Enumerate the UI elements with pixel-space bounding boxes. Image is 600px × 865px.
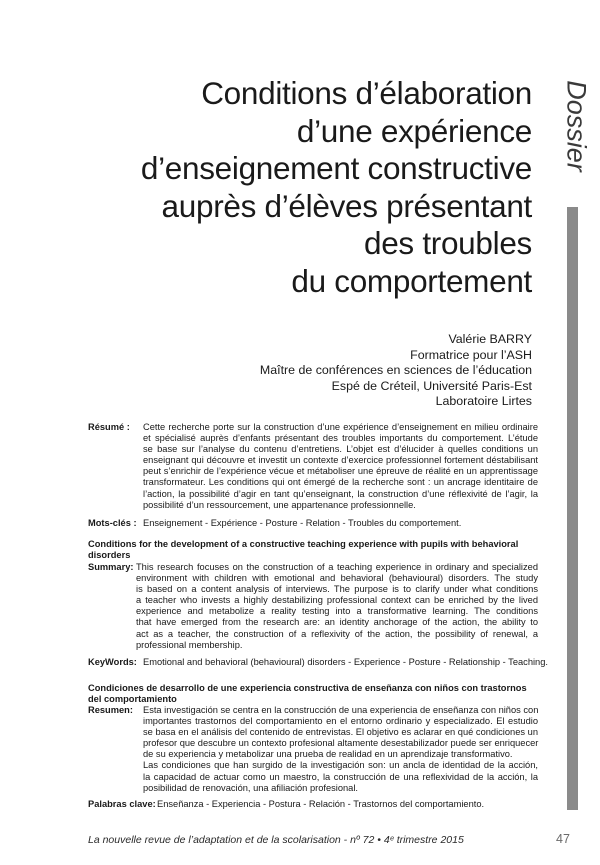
summary-text <box>136 562 538 651</box>
palabras-clave-text <box>157 799 542 810</box>
summary-line: environment with children with emotional and behavioral (behavioural) disorders. The study <box>136 573 538 584</box>
summary-line: This research focuses on the construction of a teaching experience in ordinary and specialized <box>136 562 538 572</box>
author-lab: Laboratoire Lirtes <box>435 394 532 409</box>
resume-line: et spécialisé auprès d’enfants présentant des troubles importants du comportement. L’étude <box>143 433 538 444</box>
resumen-line: la capacidad de actuar como un maestro, la construcción de una reflexividad de la acción, la <box>143 771 538 782</box>
mots-cles-label: Mots-clés : <box>88 518 137 528</box>
resume-label: Résumé : <box>88 422 130 432</box>
resumen-label: Resumen: <box>88 705 133 715</box>
resumen-line: Las condiciones que han surgido de la investigación son: un ancla de identidad de la acción, <box>143 760 538 771</box>
article-title <box>62 75 532 300</box>
keywords-text <box>143 657 548 668</box>
resumen-line: importantes trastornos del comportamiento en el entorno ordinario y especializado. El estudio <box>143 716 538 727</box>
resumen-line: Esta investigación se centra en la construcción de una experiencia de enseñanza con niños con <box>143 705 539 715</box>
english-title <box>88 539 518 561</box>
palabras-clave-value: Enseñanza - Experiencia - Postura - Relación - Trastornos del comportamiento. <box>157 799 485 809</box>
author-name: Valérie BARRY <box>448 332 532 346</box>
spanish-title <box>88 683 527 705</box>
summary-line: a teacher who invests a highly destabilizing professional context can be enriched by the lived <box>136 595 538 606</box>
title-line: des troubles <box>363 225 532 261</box>
resume-line: l’action, la possibilité d’agir en tant qu’enseignant, la construction d’une réflexivité de l’agir, la <box>143 488 538 499</box>
author-institution: Espé de Créteil, Université Paris-Est <box>331 378 532 393</box>
author-position: Maître de conférences en sciences de l’éducation <box>259 363 532 378</box>
english-title-line: Conditions for the development of a constructive teaching experience with pupils with behavioral <box>88 539 519 549</box>
resume-line: peut s’enrichir de l’expérience vécue et métaboliser une épreuve de réalité en un apprentissage <box>143 466 538 477</box>
spanish-title-line: del comportamiento <box>88 694 177 705</box>
summary-line: act as a teacher, the construction of a reflexivity of the action, the possibility of renewal, a <box>136 628 538 639</box>
keywords-label: KeyWords: <box>88 657 137 667</box>
resumen-line: posibilidad de renovación, una afiliación profesional. <box>143 782 359 793</box>
resumen-line: profesor que descubre un contexto profesional altamente desestabilizador puede ser enriquecer <box>143 738 539 749</box>
resume-line: enseignant qui découvre et investit un contexte d’exercice professionnel fortement déstabilisant <box>143 455 538 466</box>
keywords-value: Emotional and behavioral (behavioural) disorders - Experience - Posture - Relationship - Teaching. <box>143 657 548 667</box>
resume-text <box>143 422 538 511</box>
section-label: Dossier <box>561 80 592 172</box>
page-number: 47 <box>556 832 570 846</box>
title-line: auprès d’élèves présentant <box>161 187 532 224</box>
summary-line: that have emerged from the research are: an identity anchorage of the action, the ability to <box>136 617 538 628</box>
palabras-clave-label: Palabras clave: <box>88 799 156 809</box>
resumen-line: de su experiencia y metabolizar una prueba de realidad en un aprendizaje transformativo. <box>143 749 513 760</box>
title-line: d’enseignement constructive <box>140 150 532 186</box>
resume-line: possibilité d’un ressourcement, une appartenance professionnelle. <box>143 499 416 510</box>
summary-line: experience and metabolize a reality testing into a transformative learning. The conditions <box>136 606 538 617</box>
mots-cles-text <box>143 518 543 529</box>
title-line: d’une expérience <box>296 112 532 149</box>
title-line: Conditions d’élaboration <box>201 75 532 111</box>
resume-line: transformateur. Les conditions qui ont émergé de la recherche sont : un ancrage identitaire de <box>143 477 538 488</box>
resumen-line: se basa en el análisis del contenido de entrevistas. El objetivo es aclarar en qué condiciones un <box>143 727 538 738</box>
spanish-title-line: Condiciones de desarrollo de une experiencia constructiva de enseñanza con niños con trastornos <box>88 683 527 693</box>
section-sidebar-bar <box>567 207 578 810</box>
mots-cles-value: Enseignement - Expérience - Posture - Relation - Troubles du comportement. <box>143 518 462 528</box>
author-role: Formatrice pour l’ASH <box>410 347 532 362</box>
summary-line: is based on a content analysis of interviews. The purpose is to clarify under what conditions <box>136 584 538 595</box>
english-title-line: disorders <box>88 550 131 561</box>
summary-label: Summary: <box>88 562 134 572</box>
journal-footer: La nouvelle revue de l’adaptation et de la scolarisation - nº 72 • 4ᵉ trimestre 2015 <box>88 834 464 846</box>
resume-line: Cette recherche porte sur la construction d’une expérience d’enseignement en milieu ordinaire <box>143 422 538 432</box>
summary-line: professional membership. <box>136 639 243 650</box>
resumen-text <box>143 705 538 794</box>
author-block <box>260 332 532 410</box>
resume-line: se base sur l’analyse du contenu d’entretiens. L’objet est d’élucider à quelles conditions un <box>143 444 538 455</box>
title-line: du comportement <box>291 262 532 299</box>
